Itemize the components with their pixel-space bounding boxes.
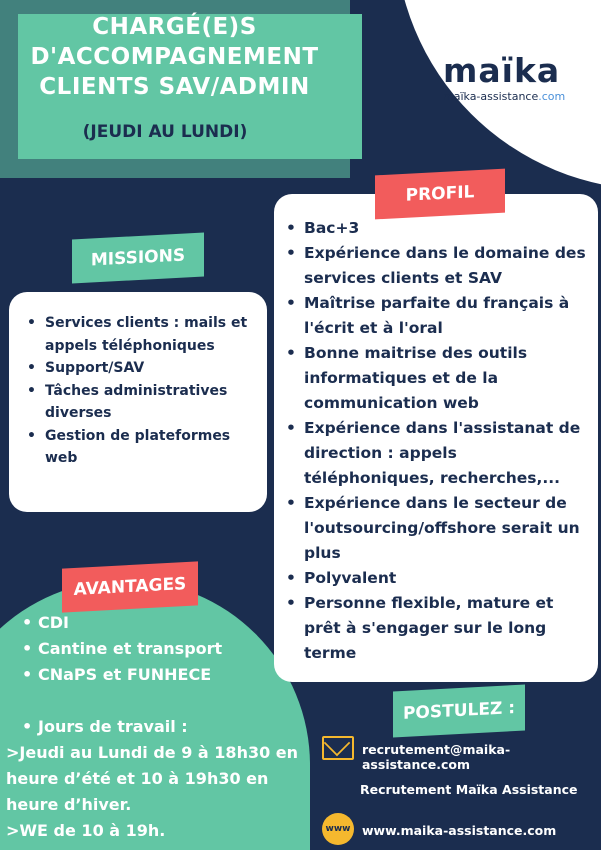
avantages-list <box>22 610 302 688</box>
job-title-line-3: CLIENTS SAV/ADMIN <box>39 74 310 100</box>
profil-item: • Expérience dans le secteur de l'outsourcing/offshore serait un plus <box>280 491 592 566</box>
work-days <box>6 714 306 844</box>
profil-item: • Expérience dans l'assistanat de direction : appels téléphoniques, recherches,... <box>280 416 592 491</box>
mission-item: • Tâches administratives diverses <box>17 380 259 425</box>
work-days-weekend: >WE de 10 à 19h. <box>6 821 166 840</box>
profil-item: • Expérience dans le domaine des services clients et SAV <box>280 241 592 291</box>
logo-url-main: maïka-assistance <box>443 90 539 103</box>
contact-website[interactable]: www.maika-assistance.com <box>362 823 557 838</box>
work-days-title: • Jours de travail : <box>6 714 306 740</box>
mission-item: • Support/SAV <box>17 357 259 380</box>
missions-list <box>17 312 259 470</box>
avantage-item: • CDI <box>22 610 302 636</box>
maika-logo: maïka <box>443 51 561 90</box>
profil-item: • Personne flexible, mature et prêt à s'engager sur le long terme <box>280 591 592 666</box>
mission-item: • Services clients : mails et appels téléphoniques <box>17 312 259 357</box>
work-days-schedule: >Jeudi au Lundi de 9 à 18h30 en heure d’été et 10 à 19h30 en heure d’hiver. <box>6 743 299 814</box>
job-title-line-1: CHARGÉ(E)S <box>92 14 257 40</box>
avantage-item: • CNaPS et FUNHECE <box>22 662 302 688</box>
profil-card <box>274 194 598 682</box>
contact-email[interactable]: recrutement@maika-assistance.com <box>362 742 511 772</box>
profil-list <box>280 216 592 666</box>
logo-url-suffix: .com <box>538 90 566 103</box>
profil-item: • Bac+3 <box>280 216 592 241</box>
postulez-badge: POSTULEZ : <box>393 685 525 738</box>
job-subtitle: (JEUDI AU LUNDI) <box>82 122 248 142</box>
missions-badge: MISSIONS <box>72 233 204 284</box>
profil-badge: PROFIL <box>375 169 505 220</box>
recruiter-name: Recrutement Maïka Assistance <box>360 782 578 797</box>
web-icon: www <box>322 813 354 845</box>
profil-item: • Bonne maitrise des outils informatiques et de la communication web <box>280 341 592 416</box>
avantages-badge: AVANTAGES <box>62 561 198 612</box>
missions-card <box>9 292 267 512</box>
avantage-item: • Cantine et transport <box>22 636 302 662</box>
logo-url <box>443 90 565 103</box>
mission-item: • Gestion de plateformes web <box>17 425 259 470</box>
profil-item: • Maîtrise parfaite du français à l'écrit et à l'oral <box>280 291 592 341</box>
job-title-line-2: D'ACCOMPAGNEMENT <box>30 44 319 70</box>
mail-icon <box>322 736 354 760</box>
profil-item: • Polyvalent <box>280 566 592 591</box>
job-title <box>22 12 327 102</box>
